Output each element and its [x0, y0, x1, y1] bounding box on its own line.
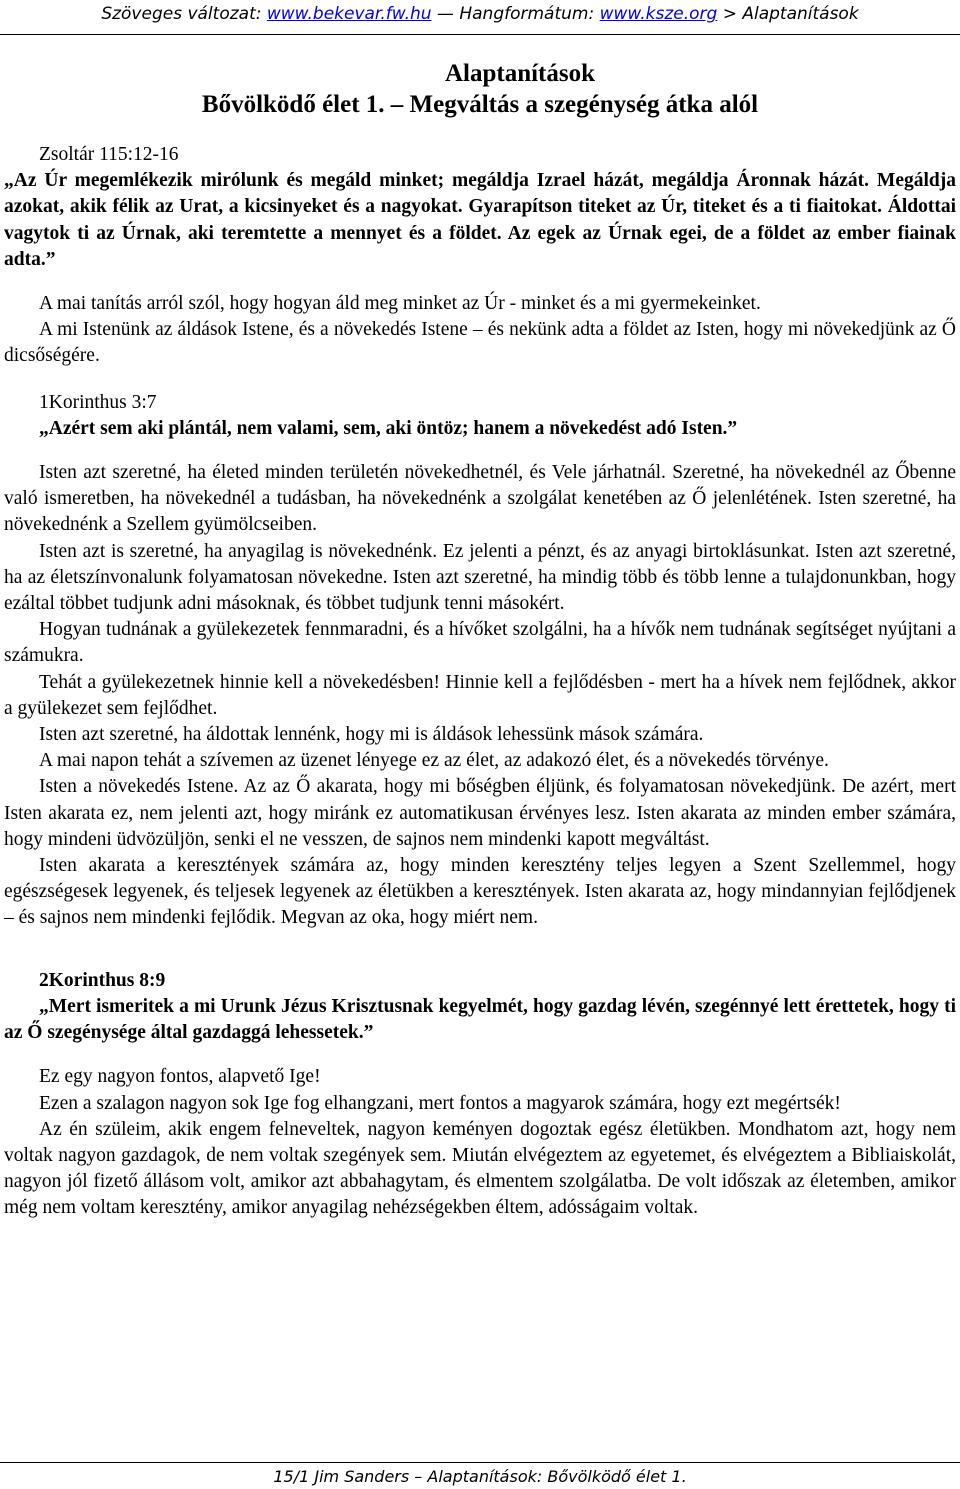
scripture-reference-3: 2Korinthus 8:9: [39, 969, 166, 991]
scripture-reference-2: 1Korinthus 3:7: [39, 391, 157, 413]
scripture-reference-1: Zsoltár 115:12-16: [39, 144, 179, 165]
paragraph-7: Isten azt szeretné, ha áldottak lennénk, hogy mi is áldások lehessünk mások számára.: [39, 724, 704, 746]
paragraph-3: Isten azt szeretné, ha életed minden területén növekedhetnél, és Vele járhatnál. Szeretné, ha növekednél az Őbenne való ismeretben, ha növekednél a tudásban, ha növekednénk a szolgálat kenetében az Ő jelenlétének. Isten szeretné, ha növekednénk a Szellem gyümölcseiben.: [4, 462, 956, 536]
paragraph-11: Ez egy nagyon fontos, alapvető Ige!: [39, 1066, 321, 1088]
paragraph-4: Isten azt is szeretné, ha anyagilag is növekednénk. Ez jelenti a pénzt, és az anyagi birtoklásunkat. Isten azt szeretné, ha az életszínvonalunk folyamatosan növekedne. Isten azt szeretné, ha mindig több és több lenne a tulajdonunkban, hogy ezáltal többet tudjunk adni másoknak, és többet tudjunk tenni másokért.: [4, 540, 956, 615]
paragraph-5: Hogyan tudnának a gyülekezetek fennmaradni, és a hívőket szolgálni, ha a hívők nem tudnának segítséget nyújtani a számukra.: [4, 619, 956, 667]
paragraph-8: A mai napon tehát a szívemen az üzenet lényege ez az élet, az adakozó élet, és a növekedés törvénye.: [39, 750, 829, 772]
title-line-1: Alaptanítások: [444, 60, 596, 87]
paragraph-9: Isten a növekedés Istene. Az az Ő akarata, hogy mi bőségben éljünk, és folyamatosan növekedjünk. De azért, mert Isten akarata ez, nem jelenti azt, hogy miránk ez automatikusan érvényes lesz. Isten akarata az minden ember számára, hogy mindeni üdvözüljön, senki el ne vesszen, de sajnos nem mindenki kapott megváltást.: [4, 776, 956, 850]
scripture-quote-3: „Mert ismeritek a mi Urunk Jézus Krisztusnak kegyelmét, hogy gazdag lévén, szegénnyé lett érettetek, hogy ti az Ő szegénysége által gazdaggá lehessetek.”: [4, 995, 956, 1044]
document-body: [4, 58, 956, 1222]
scripture-quote-2: „Azért sem aki plántál, nem valami, sem, aki öntöz; hanem a növekedést adó Isten.”: [39, 417, 738, 439]
header-suffix: > Alaptanítások: [717, 4, 859, 24]
header-separator: — Hangformátum:: [431, 4, 600, 24]
page-header: [0, 0, 960, 35]
paragraph-1: A mai tanítás arról szól, hogy hogyan áld meg minket az Úr - minket és a mi gyermekeinket.: [39, 293, 761, 315]
ksze-link[interactable]: www.ksze.org: [599, 4, 718, 24]
paragraph-10: Isten akarata a keresztények számára az, hogy minden keresztény teljes legyen a Szent Szellemmel, hogy egészségesek legyenek, és teljesek legyenek az életükben a keresztények. Isten akarata az, hogy mindannyian fejlődjenek – és sajnos nem mindenki fejlődik. Megvan az oka, hogy miért nem.: [4, 855, 956, 929]
paragraph-6: Tehát a gyülekezetnek hinnie kell a növekedésben! Hinnie kell a fejlődésben - mert ha a hívek nem fejlődnek, akkor a gyülekezet sem fejlődhet.: [4, 671, 956, 719]
document-title: [4, 58, 956, 120]
bekevar-link[interactable]: www.bekevar.fw.hu: [266, 4, 432, 24]
paragraph-13: Az én szüleim, akik engem felneveltek, nagyon keményen dogoztak egész életükben. Mondhatom azt, hogy nem voltak nagyon gazdagok, de nem voltak szegények sem. Miután elvégeztem az egyetemet, és elvégeztem a Bibliaiskolát, nagyon jól fizető állásom volt, amikor azt abbahagytam, és elmentem szolgálatba. De volt időszak az életemben, amikor még nem voltam keresztény, amikor anyagilag nehézségekben éltem, adósságaim voltak.: [4, 1118, 956, 1219]
paragraph-2: A mi Istenünk az áldások Istene, és a növekedés Istene – és nekünk adta a földet az Isten, hogy mi növekedjünk az Ő dicsőségére.: [4, 319, 956, 367]
scripture-quote-1: „Az Úr megemlékezik mirólunk és megáld minket; megáldja Izrael házát, megáldja Áronnak házát. Megáldja azokat, akik félik az Urat, a kicsinyeket és a nagyokat. Gyarapítson titeket az Úr, titeket és a ti fiaitokat. Áldottai vagytok ti az Úrnak, aki teremtette a mennyet és a földet. Az egek az Úrnak egei, de a földet az ember fiainak adta.”: [4, 170, 956, 270]
page-footer: 15/1 Jim Sanders – Alaptanítások: Bővölködő élet 1.: [0, 1462, 960, 1489]
paragraph-12: Ezen a szalagon nagyon sok Ige fog elhangzani, mert fontos a magyarok számára, hogy ezt megértsék!: [39, 1092, 841, 1114]
title-line-2: Bővölködő élet 1. – Megváltás a szegénység átka alól: [201, 91, 759, 118]
header-prefix: Szöveges változat:: [101, 4, 267, 24]
